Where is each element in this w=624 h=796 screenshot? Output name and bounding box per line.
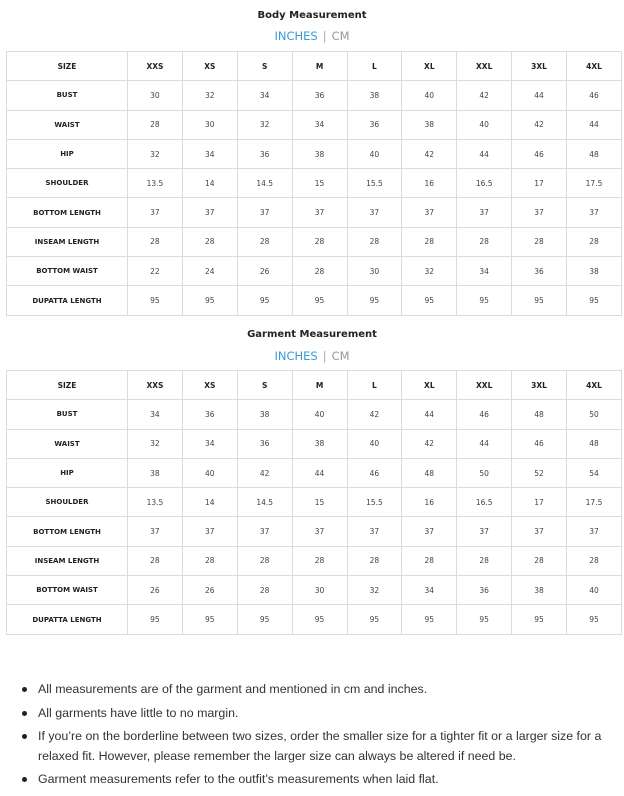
measurement-value: 32: [347, 576, 402, 605]
measurement-value: 38: [402, 110, 457, 139]
measurement-value: 15.5: [347, 169, 402, 198]
size-label: XXL: [457, 371, 512, 400]
measurement-value: 28: [237, 227, 292, 256]
size-label: 3XL: [512, 52, 567, 81]
measurement-value: 28: [457, 546, 512, 575]
measurement-label: INSEAM LENGTH: [7, 227, 128, 256]
measurement-value: 95: [512, 605, 567, 634]
measurement-value: 28: [237, 546, 292, 575]
table-row: [7, 546, 622, 575]
measurement-value: 95: [237, 605, 292, 634]
measurement-label: BUST: [7, 81, 128, 110]
measurement-label: INSEAM LENGTH: [7, 546, 128, 575]
measurement-value: 95: [457, 286, 512, 315]
measurement-value: 38: [237, 400, 292, 429]
measurement-value: 37: [512, 198, 567, 227]
measurement-value: 46: [567, 81, 622, 110]
measurement-value: 28: [128, 546, 183, 575]
measurement-value: 22: [128, 257, 183, 286]
size-notes-list: [20, 680, 610, 794]
measurement-value: 95: [237, 286, 292, 315]
measurement-value: 32: [402, 257, 457, 286]
measurement-value: 95: [567, 286, 622, 315]
measurement-value: 37: [182, 517, 237, 546]
measurement-label: BOTTOM WAIST: [7, 576, 128, 605]
measurement-value: 28: [567, 546, 622, 575]
measurement-value: 37: [567, 517, 622, 546]
measurement-value: 17.5: [567, 169, 622, 198]
measurement-value: 52: [512, 458, 567, 487]
measurement-value: 28: [292, 257, 347, 286]
measurement-value: 36: [512, 257, 567, 286]
measurement-value: 46: [512, 139, 567, 168]
measurement-value: 40: [347, 139, 402, 168]
measurement-value: 95: [402, 286, 457, 315]
measurement-value: 28: [567, 227, 622, 256]
table-row: [7, 169, 622, 198]
measurement-value: 46: [457, 400, 512, 429]
measurement-value: 37: [567, 198, 622, 227]
measurement-value: 48: [512, 400, 567, 429]
measurement-value: 32: [128, 429, 183, 458]
measurement-value: 95: [402, 605, 457, 634]
measurement-value: 26: [182, 576, 237, 605]
size-label: XS: [182, 52, 237, 81]
measurement-value: 34: [128, 400, 183, 429]
size-label: XXS: [128, 52, 183, 81]
size-label: S: [237, 52, 292, 81]
table-row: [7, 81, 622, 110]
measurement-value: 40: [347, 429, 402, 458]
measurement-value: 38: [292, 139, 347, 168]
measurement-value: 16: [402, 488, 457, 517]
measurement-value: 38: [128, 458, 183, 487]
measurement-label: BOTTOM WAIST: [7, 257, 128, 286]
measurement-value: 42: [347, 400, 402, 429]
measurement-label: WAIST: [7, 429, 128, 458]
body-unit-separator: |: [322, 29, 327, 43]
measurement-value: 48: [567, 429, 622, 458]
measurement-value: 16: [402, 169, 457, 198]
measurement-value: 28: [128, 110, 183, 139]
size-label: L: [347, 52, 402, 81]
measurement-value: 44: [512, 81, 567, 110]
note-item: Garment measurements refer to the outfit’s measurements when laid flat.: [20, 770, 610, 790]
measurement-value: 32: [182, 81, 237, 110]
measurement-value: 34: [457, 257, 512, 286]
measurement-value: 50: [567, 400, 622, 429]
measurement-value: 26: [128, 576, 183, 605]
measurement-value: 34: [402, 576, 457, 605]
table-row: [7, 227, 622, 256]
size-column-header: SIZE: [7, 371, 128, 400]
size-column-header: SIZE: [7, 52, 128, 81]
garment-unit-separator: |: [322, 349, 327, 363]
measurement-value: 28: [512, 227, 567, 256]
table-header-row: [7, 371, 622, 400]
body-unit-cm-tab[interactable]: CM: [331, 29, 350, 43]
measurement-value: 95: [182, 286, 237, 315]
measurement-value: 14: [182, 169, 237, 198]
measurement-value: 37: [457, 198, 512, 227]
table-header-row: [7, 52, 622, 81]
measurement-value: 28: [237, 576, 292, 605]
measurement-value: 42: [402, 139, 457, 168]
measurement-value: 37: [347, 198, 402, 227]
measurement-value: 28: [292, 227, 347, 256]
measurement-value: 38: [567, 257, 622, 286]
garment-measurement-title: Garment Measurement: [247, 329, 377, 340]
measurement-value: 44: [292, 458, 347, 487]
measurement-value: 30: [182, 110, 237, 139]
measurement-value: 14.5: [237, 169, 292, 198]
table-row: [7, 286, 622, 315]
body-measurement-table: [6, 51, 622, 316]
measurement-value: 38: [512, 576, 567, 605]
measurement-value: 28: [128, 227, 183, 256]
table-row: [7, 139, 622, 168]
measurement-value: 13.5: [128, 169, 183, 198]
measurement-value: 54: [567, 458, 622, 487]
size-label: XS: [182, 371, 237, 400]
measurement-value: 42: [457, 81, 512, 110]
measurement-value: 15.5: [347, 488, 402, 517]
measurement-value: 17: [512, 488, 567, 517]
measurement-value: 44: [457, 139, 512, 168]
table-row: [7, 458, 622, 487]
measurement-value: 95: [292, 286, 347, 315]
measurement-value: 28: [292, 546, 347, 575]
measurement-value: 36: [237, 139, 292, 168]
measurement-value: 95: [128, 605, 183, 634]
size-label: M: [292, 52, 347, 81]
size-label: S: [237, 371, 292, 400]
measurement-value: 28: [347, 227, 402, 256]
size-label: L: [347, 371, 402, 400]
measurement-label: WAIST: [7, 110, 128, 139]
measurement-label: BUST: [7, 400, 128, 429]
garment-unit-inches-tab[interactable]: INCHES: [274, 349, 318, 363]
measurement-value: 26: [237, 257, 292, 286]
measurement-value: 37: [402, 517, 457, 546]
measurement-value: 37: [512, 517, 567, 546]
measurement-value: 34: [237, 81, 292, 110]
measurement-value: 40: [402, 81, 457, 110]
garment-unit-toggle: [0, 349, 624, 363]
measurement-value: 36: [292, 81, 347, 110]
measurement-value: 95: [182, 605, 237, 634]
measurement-value: 30: [128, 81, 183, 110]
measurement-value: 24: [182, 257, 237, 286]
measurement-value: 36: [182, 400, 237, 429]
table-row: [7, 605, 622, 634]
body-measurement-title: Body Measurement: [257, 10, 367, 21]
measurement-value: 16.5: [457, 488, 512, 517]
measurement-value: 37: [292, 198, 347, 227]
measurement-value: 95: [347, 286, 402, 315]
measurement-value: 37: [347, 517, 402, 546]
table-row: [7, 257, 622, 286]
measurement-value: 37: [237, 198, 292, 227]
measurement-label: BOTTOM LENGTH: [7, 517, 128, 546]
size-label: 3XL: [512, 371, 567, 400]
measurement-value: 36: [457, 576, 512, 605]
measurement-label: DUPATTA LENGTH: [7, 605, 128, 634]
measurement-label: HIP: [7, 139, 128, 168]
size-label: 4XL: [567, 52, 622, 81]
measurement-value: 42: [237, 458, 292, 487]
measurement-value: 30: [292, 576, 347, 605]
measurement-value: 36: [237, 429, 292, 458]
measurement-value: 17: [512, 169, 567, 198]
measurement-value: 17.5: [567, 488, 622, 517]
body-unit-inches-tab[interactable]: INCHES: [274, 29, 318, 43]
measurement-value: 44: [402, 400, 457, 429]
note-item: If you’re on the borderline between two sizes, order the smaller size for a tighter fit or a larger size for a relaxed fit. However, please remember the larger size can always be altered if need be.: [20, 727, 610, 766]
size-label: XXS: [128, 371, 183, 400]
measurement-value: 28: [182, 546, 237, 575]
measurement-value: 40: [567, 576, 622, 605]
measurement-value: 42: [402, 429, 457, 458]
table-row: [7, 110, 622, 139]
measurement-value: 46: [347, 458, 402, 487]
measurement-value: 32: [128, 139, 183, 168]
measurement-value: 32: [237, 110, 292, 139]
measurement-value: 13.5: [128, 488, 183, 517]
measurement-value: 34: [182, 139, 237, 168]
table-row: [7, 517, 622, 546]
measurement-label: SHOULDER: [7, 488, 128, 517]
measurement-value: 37: [402, 198, 457, 227]
table-row: [7, 429, 622, 458]
measurement-value: 14.5: [237, 488, 292, 517]
measurement-value: 37: [128, 517, 183, 546]
measurement-value: 95: [567, 605, 622, 634]
measurement-label: DUPATTA LENGTH: [7, 286, 128, 315]
measurement-value: 42: [512, 110, 567, 139]
measurement-value: 15: [292, 169, 347, 198]
measurement-value: 38: [292, 429, 347, 458]
measurement-value: 37: [237, 517, 292, 546]
table-row: [7, 576, 622, 605]
measurement-label: SHOULDER: [7, 169, 128, 198]
measurement-value: 48: [567, 139, 622, 168]
measurement-value: 37: [292, 517, 347, 546]
measurement-value: 50: [457, 458, 512, 487]
measurement-value: 46: [512, 429, 567, 458]
measurement-value: 95: [347, 605, 402, 634]
measurement-value: 16.5: [457, 169, 512, 198]
table-row: [7, 198, 622, 227]
measurement-value: 28: [402, 227, 457, 256]
measurement-value: 95: [128, 286, 183, 315]
measurement-value: 28: [347, 546, 402, 575]
measurement-value: 28: [512, 546, 567, 575]
garment-measurement-table: [6, 370, 622, 635]
measurement-value: 14: [182, 488, 237, 517]
size-label: XL: [402, 52, 457, 81]
body-unit-toggle: [0, 29, 624, 43]
measurement-value: 40: [292, 400, 347, 429]
size-label: 4XL: [567, 371, 622, 400]
table-row: [7, 488, 622, 517]
measurement-label: HIP: [7, 458, 128, 487]
measurement-value: 36: [347, 110, 402, 139]
measurement-label: BOTTOM LENGTH: [7, 198, 128, 227]
measurement-value: 34: [182, 429, 237, 458]
measurement-value: 37: [182, 198, 237, 227]
note-item: All garments have little to no margin.: [20, 704, 610, 724]
measurement-value: 15: [292, 488, 347, 517]
measurement-value: 40: [182, 458, 237, 487]
garment-unit-cm-tab[interactable]: CM: [331, 349, 350, 363]
measurement-value: 38: [347, 81, 402, 110]
measurement-value: 37: [457, 517, 512, 546]
measurement-value: 95: [292, 605, 347, 634]
measurement-value: 30: [347, 257, 402, 286]
table-row: [7, 400, 622, 429]
size-label: XL: [402, 371, 457, 400]
measurement-value: 95: [512, 286, 567, 315]
note-item: All measurements are of the garment and mentioned in cm and inches.: [20, 680, 610, 700]
measurement-value: 48: [402, 458, 457, 487]
measurement-value: 28: [182, 227, 237, 256]
measurement-value: 40: [457, 110, 512, 139]
size-label: M: [292, 371, 347, 400]
measurement-value: 37: [128, 198, 183, 227]
measurement-value: 44: [567, 110, 622, 139]
measurement-value: 44: [457, 429, 512, 458]
measurement-value: 28: [402, 546, 457, 575]
measurement-value: 34: [292, 110, 347, 139]
measurement-value: 28: [457, 227, 512, 256]
measurement-value: 95: [457, 605, 512, 634]
size-label: XXL: [457, 52, 512, 81]
